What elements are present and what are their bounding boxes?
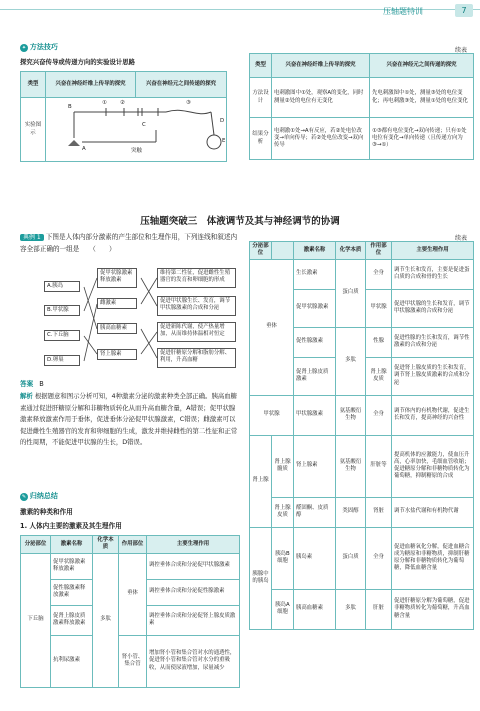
answer-tag: 答案: [20, 380, 34, 388]
fig-label-a: A: [82, 146, 86, 152]
cell-effect-0: 调控垂体合成和分泌促甲状腺激素: [147, 553, 240, 579]
th-name-r: 激素名称: [294, 242, 336, 260]
map-mid-glucagon: 胰高血糖素: [97, 323, 137, 334]
r-site-adrenaline: 肝脏等: [366, 435, 392, 497]
r-effect-cortisol: 调节水盐代谢和有机物代谢: [392, 497, 474, 527]
cell-effect-2: 调控垂体合成和分泌促肾上腺皮质激素: [147, 605, 240, 635]
r-chem-glucagon: 多肽: [336, 589, 366, 629]
method-synapse: 先电刺激图中①处，测量③处的电位变化；再电刺激③处，测量①处的电位变化: [370, 78, 474, 118]
r-effect-adrenaline: 提高机体的应激能力，使血压升高，心率加快，毛细血管收缩；促进糖原分解和非糖物质转化为葡萄糖，抑制糖原的合成: [392, 435, 474, 497]
fig-label-2: ②: [120, 100, 125, 106]
r-site-glucagon: 肝脏: [366, 589, 392, 629]
hormone-table-left: [20, 535, 240, 688]
r-chem-steroid: 类固醇: [336, 497, 366, 527]
r-part-medulla: 肾上腺髓质: [272, 435, 294, 497]
fig-label-b: B: [68, 104, 72, 110]
r-site-2: 性腺: [366, 327, 392, 357]
result-synapse: ①③都有电位变化→双向传递；只有①处电位有变化→单向传递（且传递方向为③→①）: [370, 118, 474, 160]
question-text: 下图是人体内部分激素的产生部位和生理作用，下列连线和叙述内容全部正确的一组是 （ ）: [20, 233, 238, 253]
header-title: 压轴题特训: [383, 7, 423, 16]
th-synapse-2: 兴奋在神经元之间传递的探究: [370, 54, 474, 78]
r-chem-thyroxine: 氨基酸衍生物: [336, 395, 366, 435]
summary-title: 归纳总结: [29, 492, 58, 500]
map-left-hypothalamus: C.下丘脑: [44, 330, 80, 341]
answer-line: [20, 378, 44, 388]
r-name-cortisol: 醛固酮、皮质醇: [294, 497, 336, 527]
fig-label-e: E: [222, 138, 226, 144]
analysis-text: 根据题意和图示分析可知，4种激素分泌的激素种类全部正确。胰高血糖素通过促进肝糖原分解和非糖物质转化从而升高血糖含量，A错误；促甲状腺激素释放激素作用于垂体，促进垂体分泌促甲状腺激素，C错误；雌激素可以促进雌性生殖器官的发育和卵细胞的生成，激发并维持雌性的第二性征和正常的性周期，不能促进甲状腺的生长，D错误。: [20, 392, 238, 447]
r-cell-a: 胰岛A细胞: [272, 589, 294, 629]
analysis-block: [20, 391, 240, 449]
cell-name-2: 促肾上腺皮质激素释放激素: [51, 605, 93, 635]
lightbulb-icon: ✦: [21, 44, 27, 51]
map-mid-adrenaline: 肾上腺素: [97, 349, 137, 360]
r-chem-insulin: 蛋白质: [336, 527, 366, 589]
r-effect-0: 调节生长和发育，主要是促进蛋白质的合成和骨的生长: [392, 259, 474, 289]
r-effect-3: 促进肾上腺皮质的生长和发育，调节肾上腺皮质激素的合成和分泌: [392, 357, 474, 395]
r-name-adrenaline: 肾上腺素: [294, 435, 336, 497]
th-fiber-2: 兴奋在神经纤维上传导的探究: [272, 54, 370, 78]
r-cell-b: 胰岛B细胞: [272, 527, 294, 589]
summary-heading: [20, 491, 58, 501]
r-chem-peptide: 多肽: [336, 327, 366, 395]
hormone-table-right: [249, 241, 474, 630]
r-site-1: 甲状腺: [366, 289, 392, 327]
map-left-thyroid: B.甲状腺: [44, 305, 80, 316]
cell-pituitary: 垂体: [250, 259, 294, 395]
th-type: 类型: [21, 72, 46, 98]
cont-tag-right: 续表: [455, 235, 468, 242]
method-fiber: 电刺激图中①处，观察A的变化，同时测量②处的电位有无变化: [272, 78, 370, 118]
analysis-tag: 解析: [20, 392, 33, 400]
r-effect-thyroxine: 调节体内的有机物代谢，促进生长和发育，提高神经的兴奋性: [392, 395, 474, 435]
map-right-4: 促进肝糖原分解和脂肪分解、利用，升高血糖: [157, 348, 236, 368]
cell-chem-peptide: 多肽: [93, 553, 119, 687]
map-right-3: 促进新陈代谢，使产热量增加，从而维持体温相对恒定: [157, 322, 236, 342]
summary-icon: ✎: [21, 493, 27, 500]
cell-hypothalamus: 下丘脑: [21, 553, 51, 687]
cell-site-pituitary: 垂体: [119, 553, 147, 635]
r-name-3: 促肾上腺皮质激素: [294, 357, 336, 395]
th-gland-r: 分泌部位: [250, 242, 272, 260]
answer-value: B: [39, 380, 44, 388]
map-right-2: 促进甲状腺生长、发育，调节甲状腺激素的合成和分泌: [157, 296, 236, 316]
r-site-0: 全身: [366, 259, 392, 289]
cell-name-1: 促性腺激素释放激素: [51, 579, 93, 605]
r-site-insulin: 全身: [366, 527, 392, 589]
th-chem: 化学本质: [93, 536, 119, 554]
r-chem-protein: 蛋白质: [336, 259, 366, 327]
r-site-3: 肾上腺皮质: [366, 357, 392, 395]
map-mid-trh: 促甲状腺激素释放激素: [97, 268, 137, 288]
r-part-cortex: 肾上腺皮质: [272, 497, 294, 527]
summary-sub2: 1. 人体内主要的激素及其生理作用: [20, 522, 122, 530]
result-fiber: 电刺激①处→A有反应，若②处电位改变→单向传导；若②处电位改变→双向传导: [272, 118, 370, 160]
r-name-insulin: 胰岛素: [294, 527, 336, 589]
r-name-0: 生长激素: [294, 259, 336, 289]
th-effect: 主要生理作用: [147, 536, 240, 554]
th-name: 激素名称: [51, 536, 93, 554]
r-effect-1: 促进甲状腺的生长和发育，调节甲状腺激素的合成和分泌: [392, 289, 474, 327]
fig-label-1: ①: [102, 100, 107, 106]
r-gland-islet: 胰腺中的胰岛: [250, 527, 272, 629]
map-left-ovary: D.卵巢: [44, 355, 80, 366]
summary-sub1: 激素的种类和作用: [20, 508, 73, 516]
th-fiber: 兴奋在神经纤维上传导的探究: [46, 72, 136, 98]
page-title: 压轴题突破三 体液调节及其与神经调节的协调: [140, 216, 340, 227]
th-gland: 分泌部位: [21, 536, 51, 554]
r-effect-glucagon: 促进肝糖原分解为葡萄糖，促进非糖物质转化为葡萄糖，升高血糖含量: [392, 589, 474, 629]
th-type-2: 类型: [250, 54, 272, 78]
row-label-figure: 实验图示: [21, 98, 46, 162]
fig-caption-synapse: 突触: [131, 148, 142, 154]
cell-site-kidney-tubule: 肾小管、集合管: [119, 635, 147, 687]
r-site-thyroxine: 全身: [366, 395, 392, 435]
th-synapse: 兴奋在神经元之间传递的探究: [136, 72, 227, 98]
r-name-2: 促性腺激素: [294, 327, 336, 357]
r-name-thyroxine: 甲状腺激素: [294, 395, 336, 435]
map-left-pancreas: A.胰岛: [44, 281, 80, 292]
th-site-r: 作用部位: [366, 242, 392, 260]
r-effect-2: 促进性腺的生长和发育，调节性激素的合成和分泌: [392, 327, 474, 357]
cell-name-3: 抗利尿激素: [51, 635, 93, 687]
cell-effect-1: 调控垂体合成和分泌促性腺激素: [147, 579, 240, 605]
cell-name-0: 促甲状腺激素释放激素: [51, 553, 93, 579]
tip-title: 方法技巧: [29, 43, 58, 51]
r-gland-adrenal: 肾上腺: [250, 435, 272, 527]
row-label-method: 方法设计: [250, 78, 272, 118]
r-name-1: 促甲状腺激素: [294, 289, 336, 327]
fig-label-c: C: [142, 122, 146, 128]
r-name-glucagon: 胰高血糖素: [294, 589, 336, 629]
r-site-kidney: 肾脏: [366, 497, 392, 527]
question-tag: 典例 1: [20, 234, 44, 241]
th-effect-r: 主要生理作用: [392, 242, 474, 260]
cont-tag-top: 续表: [455, 47, 468, 54]
th-chem-r: 化学本质: [336, 242, 366, 260]
fig-label-d: D: [220, 118, 225, 124]
r-chem-adrenaline: 氨基酸衍生物: [336, 435, 366, 497]
tip-subtitle: 探究兴奋传导或传递方向的实验设计思路: [20, 58, 136, 66]
r-gland-thyroid: 甲状腺: [250, 395, 294, 435]
cell-effect-3: 增加肾小管和集合管对水的通透性，促进肾小管和集合管对水分的重吸收，从而使尿液增加，尿量减少: [147, 635, 240, 687]
fig-label-3: ③: [186, 100, 191, 106]
map-mid-estrogen: 雌激素: [97, 298, 137, 309]
map-right-1: 维持第二性征，促进雌性生殖器官的发育和卵细胞的形成: [157, 268, 236, 288]
r-effect-insulin: 促进血糖氧化分解，促进血糖合成为糖原和非糖物质，抑制肝糖原分解和非糖物质转化为葡萄糖，降低血糖含量: [392, 527, 474, 589]
page-number: 7: [455, 4, 473, 17]
row-label-result: 结果分析: [250, 118, 272, 160]
th-site: 作用部位: [119, 536, 147, 554]
